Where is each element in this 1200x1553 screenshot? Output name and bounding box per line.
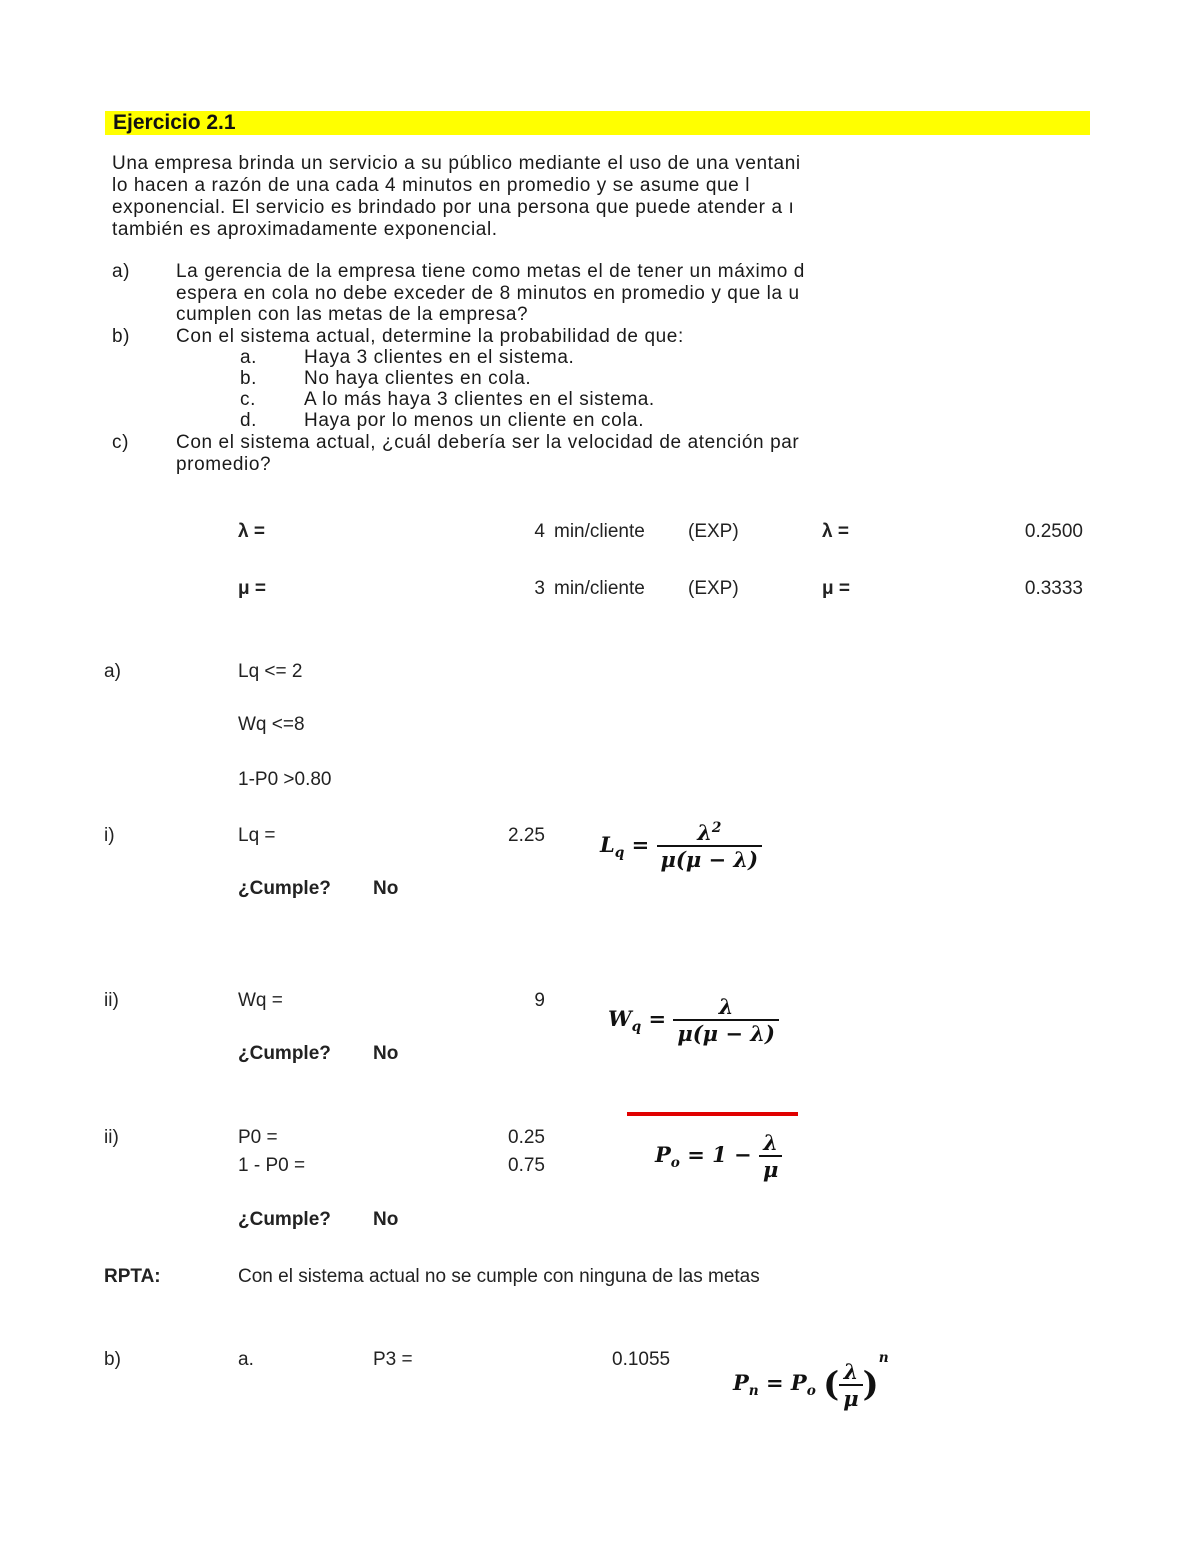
subitem-text: No haya clientes en cola. bbox=[304, 368, 532, 389]
subitem-label: a. bbox=[240, 347, 258, 368]
check-i-name: Lq = bbox=[238, 825, 276, 846]
item-label-b: b) bbox=[112, 326, 131, 347]
goals-label: a) bbox=[104, 661, 121, 682]
check-iii-name2: 1 - P0 = bbox=[238, 1155, 306, 1176]
exercise-banner bbox=[105, 111, 1090, 135]
red-rule bbox=[627, 1112, 798, 1116]
check-ii-label: ii) bbox=[104, 990, 119, 1011]
item-a-line: La gerencia de la empresa tiene como metas el de tener un máximo d bbox=[176, 261, 805, 282]
subitem-label: d. bbox=[240, 410, 258, 431]
statement-line: exponencial. El servicio es brindado por una persona que puede atender a ı bbox=[112, 197, 795, 218]
part-b-value: 0.1055 bbox=[612, 1349, 671, 1370]
lq-formula-image: $L_q$ = $\frac{\lambda^2}{\mu(\mu - \lambda)}$ bbox=[600, 820, 762, 872]
answer-label: RPTA: bbox=[104, 1266, 161, 1287]
subitem-text: Haya 3 clientes en el sistema. bbox=[304, 347, 575, 368]
mu-unit: min/cliente bbox=[554, 578, 645, 599]
answer-text: Con el sistema actual no se cumple con ninguna de las metas bbox=[238, 1266, 760, 1287]
lambda-value: 4 bbox=[534, 521, 545, 542]
check-i-answer: No bbox=[373, 878, 399, 899]
mu-symbol-rate: μ = bbox=[822, 578, 850, 599]
item-a-line: cumplen con las metas de la empresa? bbox=[176, 304, 529, 325]
check-i-label: i) bbox=[104, 825, 115, 846]
exercise-title: Ejercicio 2.1 bbox=[113, 111, 236, 134]
part-b-label: b) bbox=[104, 1349, 121, 1370]
subitem-text: A lo más haya 3 clientes en el sistema. bbox=[304, 389, 655, 410]
mu-rate: 0.3333 bbox=[1024, 578, 1083, 599]
lambda-symbol: λ = bbox=[238, 521, 265, 542]
item-label-c: c) bbox=[112, 432, 130, 453]
p0-formula-image: $P_o = 1$ − $\frac{\lambda}{\mu}$ bbox=[655, 1130, 782, 1182]
item-c-line: promedio? bbox=[176, 454, 272, 475]
check-ii-name: Wq = bbox=[238, 990, 283, 1011]
lambda-dist: (EXP) bbox=[688, 521, 739, 542]
item-b-line: Con el sistema actual, determine la probabilidad de que: bbox=[176, 326, 684, 347]
check-iii-value: 0.25 bbox=[508, 1127, 545, 1148]
check-iii-name: P0 = bbox=[238, 1127, 278, 1148]
lambda-rate: 0.2500 bbox=[1024, 521, 1083, 542]
check-iii-label: ii) bbox=[104, 1127, 119, 1148]
check-iii-question: ¿Cumple? bbox=[238, 1209, 331, 1230]
mu-dist: (EXP) bbox=[688, 578, 739, 599]
mu-value: 3 bbox=[534, 578, 545, 599]
lambda-unit: min/cliente bbox=[554, 521, 645, 542]
check-ii-question: ¿Cumple? bbox=[238, 1043, 331, 1064]
goal-line: 1-P0 >0.80 bbox=[238, 769, 332, 790]
subitem-label: b. bbox=[240, 368, 258, 389]
check-iii-answer: No bbox=[373, 1209, 399, 1230]
check-ii-value: 9 bbox=[534, 990, 545, 1011]
part-b-sub: a. bbox=[238, 1349, 254, 1370]
check-i-value: 2.25 bbox=[508, 825, 545, 846]
check-iii-value2: 0.75 bbox=[508, 1155, 545, 1176]
mu-symbol: μ = bbox=[238, 578, 266, 599]
goal-line: Wq <=8 bbox=[238, 714, 305, 735]
subitem-label: c. bbox=[240, 389, 256, 410]
pn-formula-image: $P_n = P_o$ ( $\frac{\lambda}{\mu}$ )$^n$ bbox=[733, 1350, 889, 1411]
statement-line: también es aproximadamente exponencial. bbox=[112, 219, 498, 240]
part-b-name: P3 = bbox=[373, 1349, 413, 1370]
statement-line: Una empresa brinda un servicio a su público mediante el uso de una ventani bbox=[112, 153, 801, 174]
check-i-question: ¿Cumple? bbox=[238, 878, 331, 899]
lambda-symbol-rate: λ = bbox=[822, 521, 849, 542]
wq-formula-image: $W_q$ = $\frac{\lambda}{\mu(\mu - \lambda)}$ bbox=[608, 994, 779, 1046]
item-label-a: a) bbox=[112, 261, 131, 282]
exercise-statement bbox=[112, 153, 1090, 483]
goal-line: Lq <= 2 bbox=[238, 661, 303, 682]
item-a-line: espera en cola no debe exceder de 8 minutos en promedio y que la u bbox=[176, 283, 800, 304]
check-ii-answer: No bbox=[373, 1043, 399, 1064]
subitem-text: Haya por lo menos un cliente en cola. bbox=[304, 410, 645, 431]
statement-line: lo hacen a razón de una cada 4 minutos en promedio y se asume que l bbox=[112, 175, 751, 196]
item-c-line: Con el sistema actual, ¿cuál debería ser la velocidad de atención par bbox=[176, 432, 800, 453]
